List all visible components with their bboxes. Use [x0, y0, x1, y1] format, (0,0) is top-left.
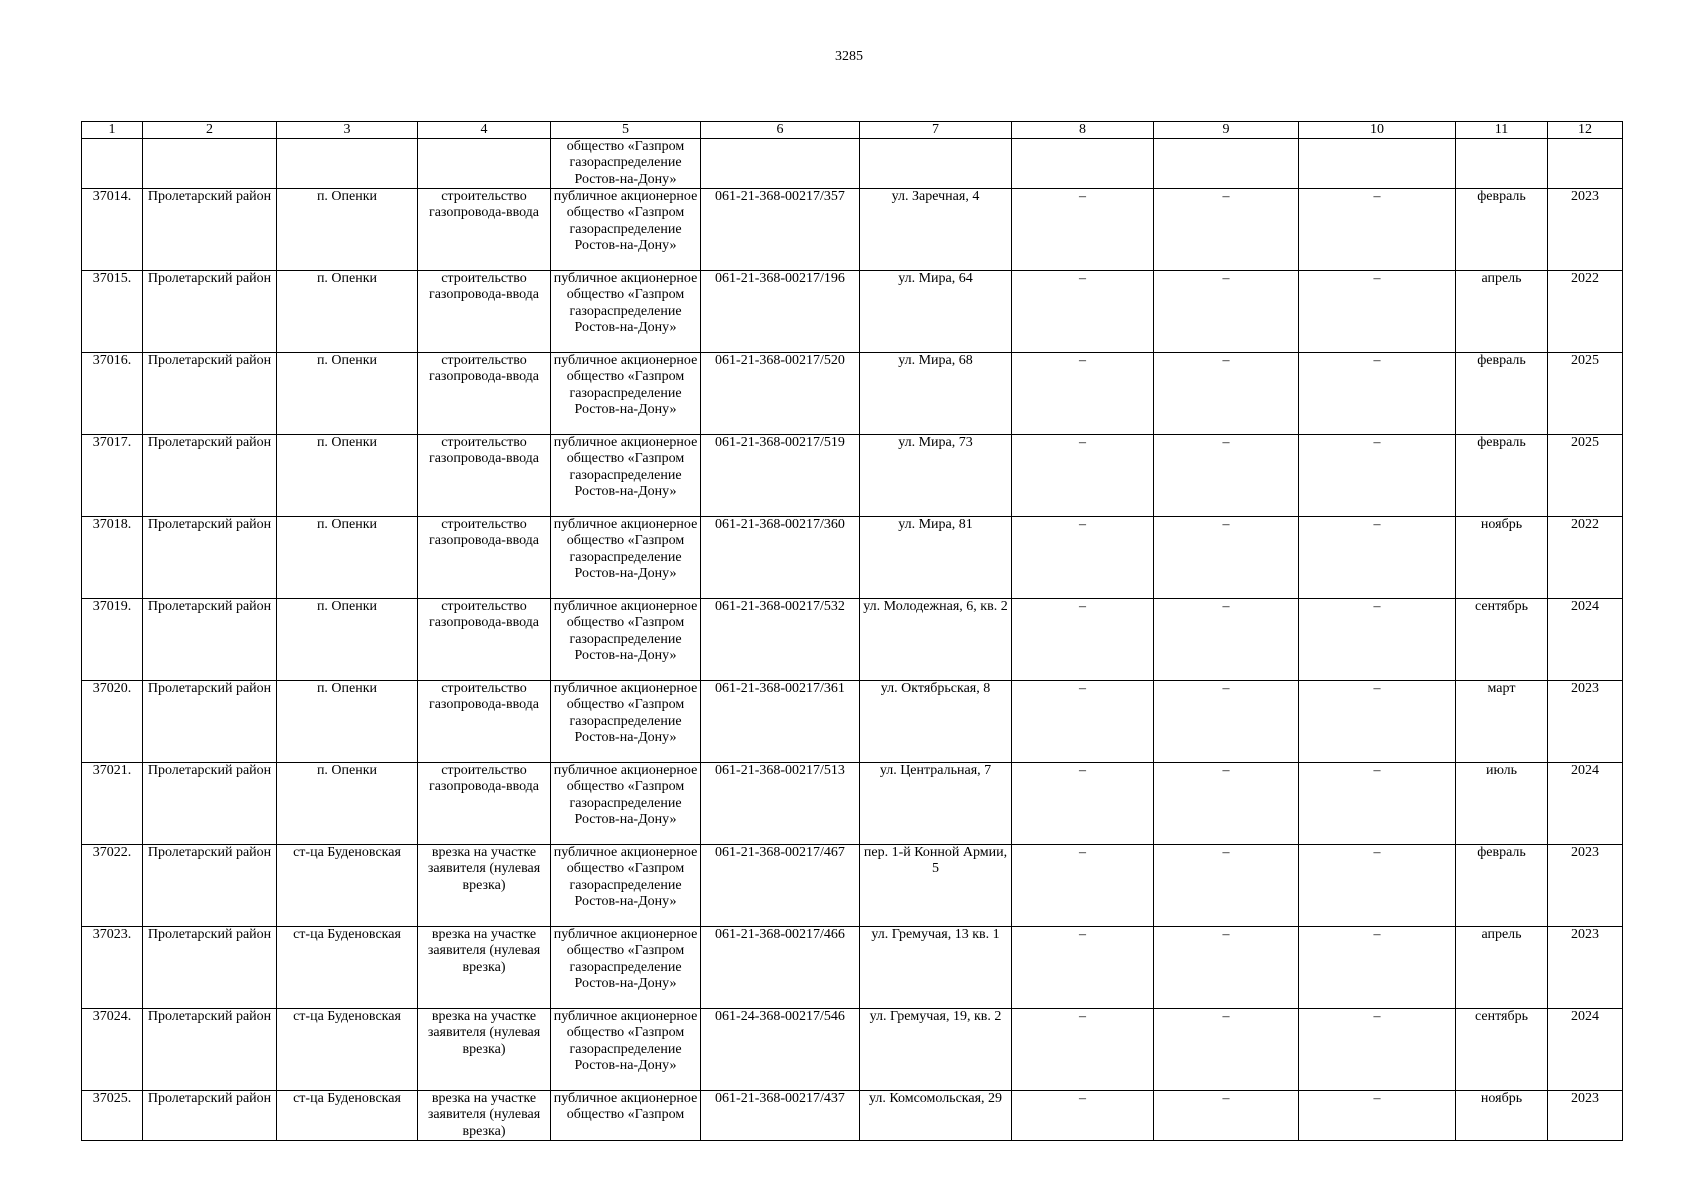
col8-cell: – [1012, 845, 1154, 927]
org-cell: публичное акционерное общество «Газпром газораспределение Ростов-на-Дону» [551, 763, 701, 845]
row-number-cell: 37015. [82, 271, 143, 353]
col8-cell: – [1012, 189, 1154, 271]
settlement-cell: п. Опенки [277, 435, 418, 517]
address-cell: пер. 1-й Конной Армии, 5 [860, 845, 1012, 927]
org-cell: публичное акционерное общество «Газпром газораспределение Ростов-на-Дону» [551, 1009, 701, 1091]
address-cell: ул. Молодежная, 6, кв. 2 [860, 599, 1012, 681]
table-row [82, 1091, 1623, 1141]
table-cell [701, 139, 860, 189]
code-cell: 061-21-368-00217/357 [701, 189, 860, 271]
district-cell: Пролетарский район [143, 681, 277, 763]
district-cell: Пролетарский район [143, 517, 277, 599]
year-cell: 2023 [1548, 681, 1623, 763]
table-row [82, 763, 1623, 845]
col9-cell: – [1154, 681, 1299, 763]
org-cell: публичное акционерное общество «Газпром газораспределение Ростов-на-Дону» [551, 927, 701, 1009]
address-cell: ул. Октябрьская, 8 [860, 681, 1012, 763]
org-cell: публичное акционерное общество «Газпром газораспределение Ростов-на-Дону» [551, 599, 701, 681]
row-number-cell: 37018. [82, 517, 143, 599]
header-cell: 10 [1299, 122, 1456, 139]
col9-cell: – [1154, 845, 1299, 927]
work-type-cell: врезка на участке заявителя (нулевая врезка) [418, 927, 551, 1009]
settlement-cell: п. Опенки [277, 189, 418, 271]
work-type-cell: строительство газопровода-ввода [418, 189, 551, 271]
table-row [82, 271, 1623, 353]
row-number-cell: 37016. [82, 353, 143, 435]
header-cell: 4 [418, 122, 551, 139]
settlement-cell: п. Опенки [277, 353, 418, 435]
row-number-cell: 37014. [82, 189, 143, 271]
month-cell: апрель [1456, 271, 1548, 353]
org-cell: публичное акционерное общество «Газпром газораспределение Ростов-на-Дону» [551, 517, 701, 599]
row-number-cell: 37024. [82, 1009, 143, 1091]
table-cell [1154, 139, 1299, 189]
org-cell: публичное акционерное общество «Газпром газораспределение Ростов-на-Дону» [551, 681, 701, 763]
col8-cell: – [1012, 763, 1154, 845]
settlement-cell: ст-ца Буденовская [277, 845, 418, 927]
table-cell [860, 139, 1012, 189]
work-type-cell: строительство газопровода-ввода [418, 763, 551, 845]
code-cell: 061-21-368-00217/467 [701, 845, 860, 927]
address-cell: ул. Гремучая, 13 кв. 1 [860, 927, 1012, 1009]
district-cell: Пролетарский район [143, 845, 277, 927]
col8-cell: – [1012, 353, 1154, 435]
settlement-cell: ст-ца Буденовская [277, 1009, 418, 1091]
table-row [82, 599, 1623, 681]
work-type-cell: строительство газопровода-ввода [418, 517, 551, 599]
code-cell: 061-21-368-00217/519 [701, 435, 860, 517]
table-cell [418, 139, 551, 189]
col8-cell: – [1012, 681, 1154, 763]
work-type-cell: строительство газопровода-ввода [418, 599, 551, 681]
col10-cell: – [1299, 435, 1456, 517]
col9-cell: – [1154, 271, 1299, 353]
col8-cell: – [1012, 599, 1154, 681]
table-cell [1012, 139, 1154, 189]
col9-cell: – [1154, 189, 1299, 271]
settlement-cell: ст-ца Буденовская [277, 1091, 418, 1141]
month-cell: июль [1456, 763, 1548, 845]
district-cell: Пролетарский район [143, 1009, 277, 1091]
row-number-cell: 37017. [82, 435, 143, 517]
address-cell: ул. Мира, 68 [860, 353, 1012, 435]
settlement-cell: ст-ца Буденовская [277, 927, 418, 1009]
header-cell: 9 [1154, 122, 1299, 139]
col10-cell: – [1299, 517, 1456, 599]
work-type-cell: строительство газопровода-ввода [418, 435, 551, 517]
district-cell: Пролетарский район [143, 271, 277, 353]
code-cell: 061-21-368-00217/360 [701, 517, 860, 599]
table-row [82, 353, 1623, 435]
col8-cell: – [1012, 1091, 1154, 1141]
code-cell: 061-21-368-00217/196 [701, 271, 860, 353]
table-cell [277, 139, 418, 189]
district-cell: Пролетарский район [143, 599, 277, 681]
address-cell: ул. Гремучая, 19, кв. 2 [860, 1009, 1012, 1091]
org-cell: публичное акционерное общество «Газпром газораспределение Ростов-на-Дону» [551, 435, 701, 517]
header-cell: 7 [860, 122, 1012, 139]
table-cell [143, 139, 277, 189]
table-cell [1548, 139, 1623, 189]
document-table [81, 121, 1623, 1141]
row-number-cell: 37022. [82, 845, 143, 927]
table-row [82, 1009, 1623, 1091]
org-cell: публичное акционерное общество «Газпром газораспределение Ростов-на-Дону» [551, 189, 701, 271]
col8-cell: – [1012, 927, 1154, 1009]
table-row [82, 927, 1623, 1009]
header-cell: 1 [82, 122, 143, 139]
month-cell: март [1456, 681, 1548, 763]
settlement-cell: п. Опенки [277, 599, 418, 681]
org-cell: общество «Газпром газораспределение Ростов-на-Дону» [551, 139, 701, 189]
district-cell: Пролетарский район [143, 927, 277, 1009]
row-number-cell: 37020. [82, 681, 143, 763]
work-type-cell: врезка на участке заявителя (нулевая врезка) [418, 1091, 551, 1141]
work-type-cell: врезка на участке заявителя (нулевая врезка) [418, 845, 551, 927]
settlement-cell: п. Опенки [277, 517, 418, 599]
year-cell: 2022 [1548, 271, 1623, 353]
header-cell: 5 [551, 122, 701, 139]
col10-cell: – [1299, 763, 1456, 845]
col9-cell: – [1154, 927, 1299, 1009]
col9-cell: – [1154, 1009, 1299, 1091]
col9-cell: – [1154, 1091, 1299, 1141]
code-cell: 061-21-368-00217/532 [701, 599, 860, 681]
code-cell: 061-21-368-00217/513 [701, 763, 860, 845]
year-cell: 2024 [1548, 763, 1623, 845]
year-cell: 2024 [1548, 1009, 1623, 1091]
org-cell: публичное акционерное общество «Газпром газораспределение Ростов-на-Дону» [551, 845, 701, 927]
month-cell: ноябрь [1456, 517, 1548, 599]
year-cell: 2023 [1548, 845, 1623, 927]
work-type-cell: строительство газопровода-ввода [418, 353, 551, 435]
col9-cell: – [1154, 353, 1299, 435]
col10-cell: – [1299, 189, 1456, 271]
header-cell: 12 [1548, 122, 1623, 139]
month-cell: сентябрь [1456, 599, 1548, 681]
month-cell: февраль [1456, 189, 1548, 271]
table-row [82, 681, 1623, 763]
table-header-row [82, 122, 1623, 139]
col10-cell: – [1299, 599, 1456, 681]
work-type-cell: строительство газопровода-ввода [418, 271, 551, 353]
code-cell: 061-21-368-00217/361 [701, 681, 860, 763]
header-cell: 2 [143, 122, 277, 139]
district-cell: Пролетарский район [143, 189, 277, 271]
table-row [82, 845, 1623, 927]
year-cell: 2024 [1548, 599, 1623, 681]
year-cell: 2025 [1548, 353, 1623, 435]
org-cell: публичное акционерное общество «Газпром газораспределение Ростов-на-Дону» [551, 353, 701, 435]
address-cell: ул. Комсомольская, 29 [860, 1091, 1012, 1141]
table-cell [1299, 139, 1456, 189]
row-number-cell: 37025. [82, 1091, 143, 1141]
table-row [82, 189, 1623, 271]
year-cell: 2022 [1548, 517, 1623, 599]
address-cell: ул. Мира, 64 [860, 271, 1012, 353]
row-number-cell: 37021. [82, 763, 143, 845]
row-number-cell: 37019. [82, 599, 143, 681]
year-cell: 2023 [1548, 927, 1623, 1009]
col9-cell: – [1154, 435, 1299, 517]
row-number-cell: 37023. [82, 927, 143, 1009]
col10-cell: – [1299, 271, 1456, 353]
org-cell: публичное акционерное общество «Газпром газораспределение Ростов-на-Дону» [551, 271, 701, 353]
page-number: 3285 [835, 49, 863, 64]
month-cell: сентябрь [1456, 1009, 1548, 1091]
col9-cell: – [1154, 763, 1299, 845]
code-cell: 061-21-368-00217/466 [701, 927, 860, 1009]
address-cell: ул. Заречная, 4 [860, 189, 1012, 271]
settlement-cell: п. Опенки [277, 271, 418, 353]
table-row [82, 517, 1623, 599]
code-cell: 061-21-368-00217/437 [701, 1091, 860, 1141]
settlement-cell: п. Опенки [277, 763, 418, 845]
col8-cell: – [1012, 1009, 1154, 1091]
address-cell: ул. Мира, 73 [860, 435, 1012, 517]
year-cell: 2023 [1548, 1091, 1623, 1141]
col8-cell: – [1012, 271, 1154, 353]
col10-cell: – [1299, 845, 1456, 927]
district-cell: Пролетарский район [143, 1091, 277, 1141]
col8-cell: – [1012, 435, 1154, 517]
continuation-row [82, 139, 1623, 189]
header-cell: 11 [1456, 122, 1548, 139]
work-type-cell: врезка на участке заявителя (нулевая врезка) [418, 1009, 551, 1091]
code-cell: 061-21-368-00217/520 [701, 353, 860, 435]
table-cell [82, 139, 143, 189]
table-cell [1456, 139, 1548, 189]
address-cell: ул. Центральная, 7 [860, 763, 1012, 845]
month-cell: апрель [1456, 927, 1548, 1009]
table-row [82, 435, 1623, 517]
code-cell: 061-24-368-00217/546 [701, 1009, 860, 1091]
col10-cell: – [1299, 927, 1456, 1009]
header-cell: 8 [1012, 122, 1154, 139]
header-cell: 6 [701, 122, 860, 139]
header-cell: 3 [277, 122, 418, 139]
month-cell: февраль [1456, 435, 1548, 517]
col9-cell: – [1154, 517, 1299, 599]
district-cell: Пролетарский район [143, 435, 277, 517]
work-type-cell: строительство газопровода-ввода [418, 681, 551, 763]
col10-cell: – [1299, 1091, 1456, 1141]
month-cell: февраль [1456, 353, 1548, 435]
org-cell: публичное акционерное общество «Газпром [551, 1091, 701, 1141]
settlement-cell: п. Опенки [277, 681, 418, 763]
district-cell: Пролетарский район [143, 353, 277, 435]
col10-cell: – [1299, 681, 1456, 763]
month-cell: ноябрь [1456, 1091, 1548, 1141]
year-cell: 2023 [1548, 189, 1623, 271]
address-cell: ул. Мира, 81 [860, 517, 1012, 599]
district-cell: Пролетарский район [143, 763, 277, 845]
year-cell: 2025 [1548, 435, 1623, 517]
col10-cell: – [1299, 1009, 1456, 1091]
col10-cell: – [1299, 353, 1456, 435]
col8-cell: – [1012, 517, 1154, 599]
month-cell: февраль [1456, 845, 1548, 927]
col9-cell: – [1154, 599, 1299, 681]
